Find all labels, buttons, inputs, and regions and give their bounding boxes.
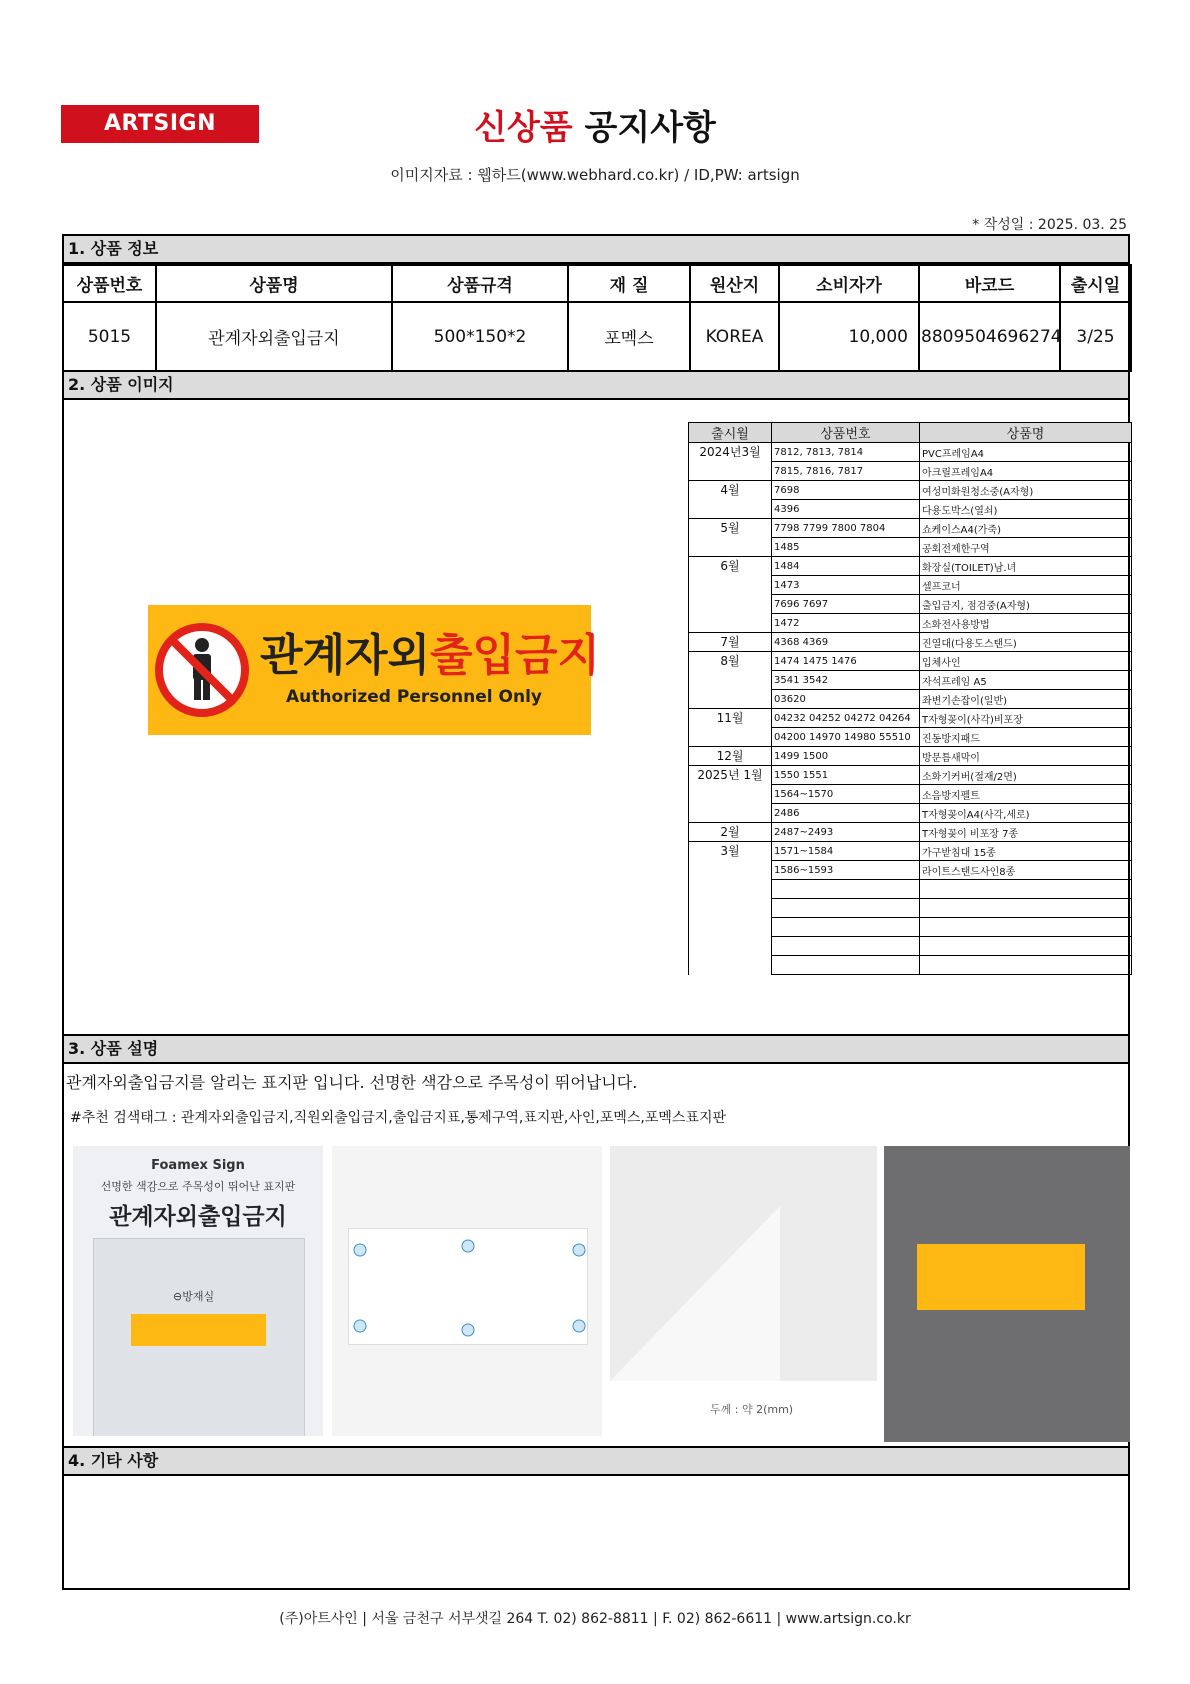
release-number: 7798 7799 7800 7804 (772, 519, 920, 538)
section-other: 4. 기타 사항 (62, 1446, 1130, 1476)
release-number: 7698 (772, 481, 920, 500)
release-month (689, 538, 772, 557)
subtitle: 이미지자료 : 웹하드(www.webhard.co.kr) / ID,PW: artsign (390, 166, 800, 184)
page-title (0, 100, 1190, 149)
release-row (689, 576, 1132, 595)
release-row (689, 462, 1132, 481)
release-name (920, 899, 1132, 918)
release-name: T자형꽂이(사각)비포장 (920, 709, 1132, 728)
release-month (689, 690, 772, 709)
release-month (689, 671, 772, 690)
product-header-row (63, 265, 1131, 302)
release-row (689, 595, 1132, 614)
release-name: PVC프레임A4 (920, 443, 1132, 462)
release-name (920, 918, 1132, 937)
release-row (689, 823, 1132, 842)
release-row (689, 671, 1132, 690)
release-number (772, 937, 920, 956)
photo-installed-door (73, 1146, 323, 1436)
photo-wall-install (884, 1146, 1130, 1442)
release-row (689, 747, 1132, 766)
release-number (772, 918, 920, 937)
sign-sub-text: Authorized Personnel Only (286, 687, 543, 707)
product-number: 5015 (63, 302, 156, 371)
release-month (689, 595, 772, 614)
release-month (689, 880, 772, 899)
release-number: 1571~1584 (772, 842, 920, 861)
release-number: 1550 1551 (772, 766, 920, 785)
release-name: 진동방지패드 (920, 728, 1132, 747)
release-row (689, 766, 1132, 785)
release-month (689, 614, 772, 633)
product-sign-image (148, 605, 601, 735)
release-name: 출입금지, 점검중(A자형) (920, 595, 1132, 614)
release-month: 4월 (689, 481, 772, 500)
release-header-row (689, 423, 1132, 443)
release-number: 7815, 7816, 7817 (772, 462, 920, 481)
release-number: 7696 7697 (772, 595, 920, 614)
release-name: T자형꽂이 비포장 7종 (920, 823, 1132, 842)
release-number: 7812, 7813, 7814 (772, 443, 920, 462)
release-number: 2486 (772, 804, 920, 823)
footer-company-info: (주)아트사인 | 서울 금천구 서부샛길 264 T. 02) 862-8811 | F. 02) 862-6611 | www.artsign.co.kr (279, 1611, 911, 1627)
release-number: 1564~1570 (772, 785, 920, 804)
release-month (689, 500, 772, 519)
release-row (689, 500, 1132, 519)
release-month (689, 956, 772, 975)
release-name: 다용도박스(열쇠) (920, 500, 1132, 519)
product-value-row (63, 302, 1131, 371)
release-header-number: 상품번호 (772, 423, 920, 443)
description-text: 관계자외출입금지를 알리는 표지판 입니다. 선명한 색감으로 주목성이 뛰어납니다. (66, 1073, 638, 1092)
header-cell: 상품번호 (63, 265, 156, 302)
release-number: 1485 (772, 538, 920, 557)
release-number (772, 899, 920, 918)
release-month: 12월 (689, 747, 772, 766)
release-row (689, 899, 1132, 918)
release-month: 11월 (689, 709, 772, 728)
header-cell: 출시일 (1060, 265, 1131, 302)
product-release-date: 3/25 (1060, 302, 1131, 371)
title-red: 신상품 (474, 108, 573, 148)
release-name: 화장실(TOILET)남.녀 (920, 557, 1132, 576)
release-number: 04200 14970 14980 55510 (772, 728, 920, 747)
release-month: 2025년 1월 (689, 766, 772, 785)
release-row (689, 804, 1132, 823)
header-cell: 재 질 (568, 265, 690, 302)
photo-headline: 관계자외출입금지 (109, 1204, 287, 1230)
header-cell: 상품규격 (392, 265, 568, 302)
written-date: * 작성일 : 2025. 03. 25 (972, 217, 1127, 233)
release-row (689, 709, 1132, 728)
product-material: 포멕스 (568, 302, 690, 371)
release-name: 자석프레임 A5 (920, 671, 1132, 690)
product-barcode: 8809504696274 (919, 302, 1060, 371)
title-black: 공지사항 (584, 108, 716, 148)
release-row (689, 728, 1132, 747)
product-origin: KOREA (690, 302, 779, 371)
release-month: 2024년3월 (689, 443, 772, 462)
release-name: 소화기커버(절재/2면) (920, 766, 1132, 785)
release-row (689, 861, 1132, 880)
release-row (689, 614, 1132, 633)
header-cell: 바코드 (919, 265, 1060, 302)
release-row (689, 652, 1132, 671)
release-row (689, 538, 1132, 557)
release-header-name: 상품명 (920, 423, 1132, 443)
artsign-logo: ARTSIGN (61, 105, 259, 143)
release-row (689, 918, 1132, 937)
release-name: 좌변기손잡이(일반) (920, 690, 1132, 709)
release-month: 6월 (689, 557, 772, 576)
thickness-caption: 두께 : 약 2(mm) (710, 1403, 794, 1416)
tape-dots-icon (332, 1146, 602, 1436)
release-name: 진열대(다용도스탠드) (920, 633, 1132, 652)
release-name (920, 880, 1132, 899)
release-number: 1586~1593 (772, 861, 920, 880)
wall-mini-sign (917, 1244, 1085, 1310)
release-name: T자형꽂이A4(사각,세로) (920, 804, 1132, 823)
release-row (689, 633, 1132, 652)
release-month (689, 937, 772, 956)
header-cell: 상품명 (156, 265, 392, 302)
release-row (689, 519, 1132, 538)
release-name: 소화전사용방법 (920, 614, 1132, 633)
release-month (689, 576, 772, 595)
section-product-info: 1. 상품 정보 (62, 234, 1130, 264)
release-name: 셀프코너 (920, 576, 1132, 595)
release-number: 1472 (772, 614, 920, 633)
product-info-table (62, 264, 1132, 372)
product-price: 10,000 (779, 302, 919, 371)
release-month (689, 861, 772, 880)
photo-back-tape (332, 1146, 602, 1436)
header-cell: 소비자가 (779, 265, 919, 302)
release-row (689, 880, 1132, 899)
release-row (689, 785, 1132, 804)
release-month: 8월 (689, 652, 772, 671)
release-header-month: 출시월 (689, 423, 772, 443)
release-name: 입체사인 (920, 652, 1132, 671)
release-name: 여성미화원청소중(A자형) (920, 481, 1132, 500)
release-name: 아크릴프레임A4 (920, 462, 1132, 481)
section-product-image: 2. 상품 이미지 (62, 370, 1130, 400)
release-number (772, 880, 920, 899)
release-name (920, 956, 1132, 975)
release-number: 1473 (772, 576, 920, 595)
release-name: 방문틈새막이 (920, 747, 1132, 766)
release-name (920, 937, 1132, 956)
product-spec: 500*150*2 (392, 302, 568, 371)
release-month: 5월 (689, 519, 772, 538)
release-month: 7월 (689, 633, 772, 652)
release-number: 2487~2493 (772, 823, 920, 842)
product-name: 관계자외출입금지 (156, 302, 392, 371)
sign-text-red: 출입금지 (430, 630, 601, 681)
release-number: 4396 (772, 500, 920, 519)
release-month (689, 728, 772, 747)
release-name: 가구받침대 15종 (920, 842, 1132, 861)
mini-sign (131, 1314, 266, 1346)
release-history-table (688, 422, 1132, 975)
search-tags: #추천 검색태그 : 관계자외출입금지,직원외출입금지,출입금지표,통제구역,표지판,사인,포멕스,포멕스표지판 (70, 1110, 727, 1126)
release-number: 03620 (772, 690, 920, 709)
release-name: 라이트스탠드사인8종 (920, 861, 1132, 880)
release-name: 공회전제한구역 (920, 538, 1132, 557)
release-month (689, 899, 772, 918)
release-row (689, 481, 1132, 500)
release-number (772, 956, 920, 975)
door-label: ⊖방재실 (173, 1290, 215, 1303)
release-row (689, 956, 1132, 975)
release-number: 4368 4369 (772, 633, 920, 652)
release-number: 04232 04252 04272 04264 (772, 709, 920, 728)
release-row (689, 937, 1132, 956)
release-row (689, 443, 1132, 462)
release-month (689, 918, 772, 937)
release-name: 소음방지펠트 (920, 785, 1132, 804)
photo-thickness (610, 1146, 877, 1436)
release-month: 2월 (689, 823, 772, 842)
section-product-description: 3. 상품 설명 (62, 1034, 1130, 1064)
release-month (689, 785, 772, 804)
release-number: 1499 1500 (772, 747, 920, 766)
board-corner-shape (610, 1146, 877, 1436)
sign-main-text (260, 619, 600, 683)
release-row (689, 842, 1132, 861)
release-number: 3541 3542 (772, 671, 920, 690)
release-row (689, 690, 1132, 709)
release-month (689, 804, 772, 823)
release-number: 1484 (772, 557, 920, 576)
header-cell: 원산지 (690, 265, 779, 302)
release-row (689, 557, 1132, 576)
release-name: 쇼케이스A4(가죽) (920, 519, 1132, 538)
photo-tagline: 선명한 색감으로 주목성이 뛰어난 표지판 (100, 1180, 296, 1193)
release-month (689, 462, 772, 481)
photo-brand: Foamex Sign (151, 1158, 245, 1173)
sign-text-black: 관계자외 (260, 630, 431, 681)
release-month: 3월 (689, 842, 772, 861)
release-number: 1474 1475 1476 (772, 652, 920, 671)
